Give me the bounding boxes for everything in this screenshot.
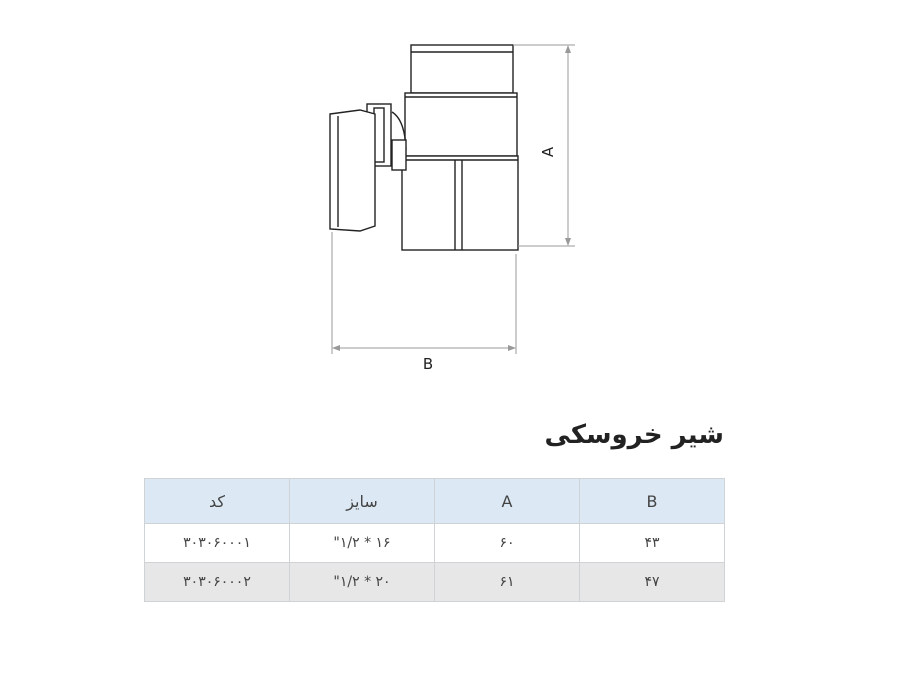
cell-b: ۴۳: [580, 524, 725, 563]
cell-a: ۶۰: [435, 524, 580, 563]
cell-code: ۳۰۳۰۶۰۰۰۲: [145, 563, 290, 602]
valve-neck: [405, 93, 517, 156]
dim-b-label: B: [422, 355, 434, 373]
dim-a-arrow-bottom: [565, 238, 571, 246]
specs-table: [144, 478, 725, 602]
table-row: [145, 563, 725, 602]
header-b: B: [580, 479, 725, 524]
cell-a: ۶۱: [435, 563, 580, 602]
dim-a-arrow-top: [565, 45, 571, 53]
cell-code: ۳۰۳۰۶۰۰۰۱: [145, 524, 290, 563]
header-a: A: [435, 479, 580, 524]
valve-hex-nut: [402, 156, 518, 250]
valve-handle-joint: [392, 140, 406, 170]
table-header-row: [145, 479, 725, 524]
dim-a-label: A: [539, 146, 557, 158]
product-title: شیر خروسکی: [544, 420, 724, 450]
cell-b: ۴۷: [580, 563, 725, 602]
dim-b-arrow-right: [508, 345, 516, 351]
table-row: [145, 524, 725, 563]
cell-size: "۱/۲ * ۱۶: [290, 524, 435, 563]
valve-body: [330, 45, 518, 250]
cell-size: "۱/۲ * ۲۰: [290, 563, 435, 602]
valve-handle-lever: [330, 110, 375, 231]
dim-b-arrow-left: [332, 345, 340, 351]
header-code: کد: [145, 479, 290, 524]
header-size: سایز: [290, 479, 435, 524]
